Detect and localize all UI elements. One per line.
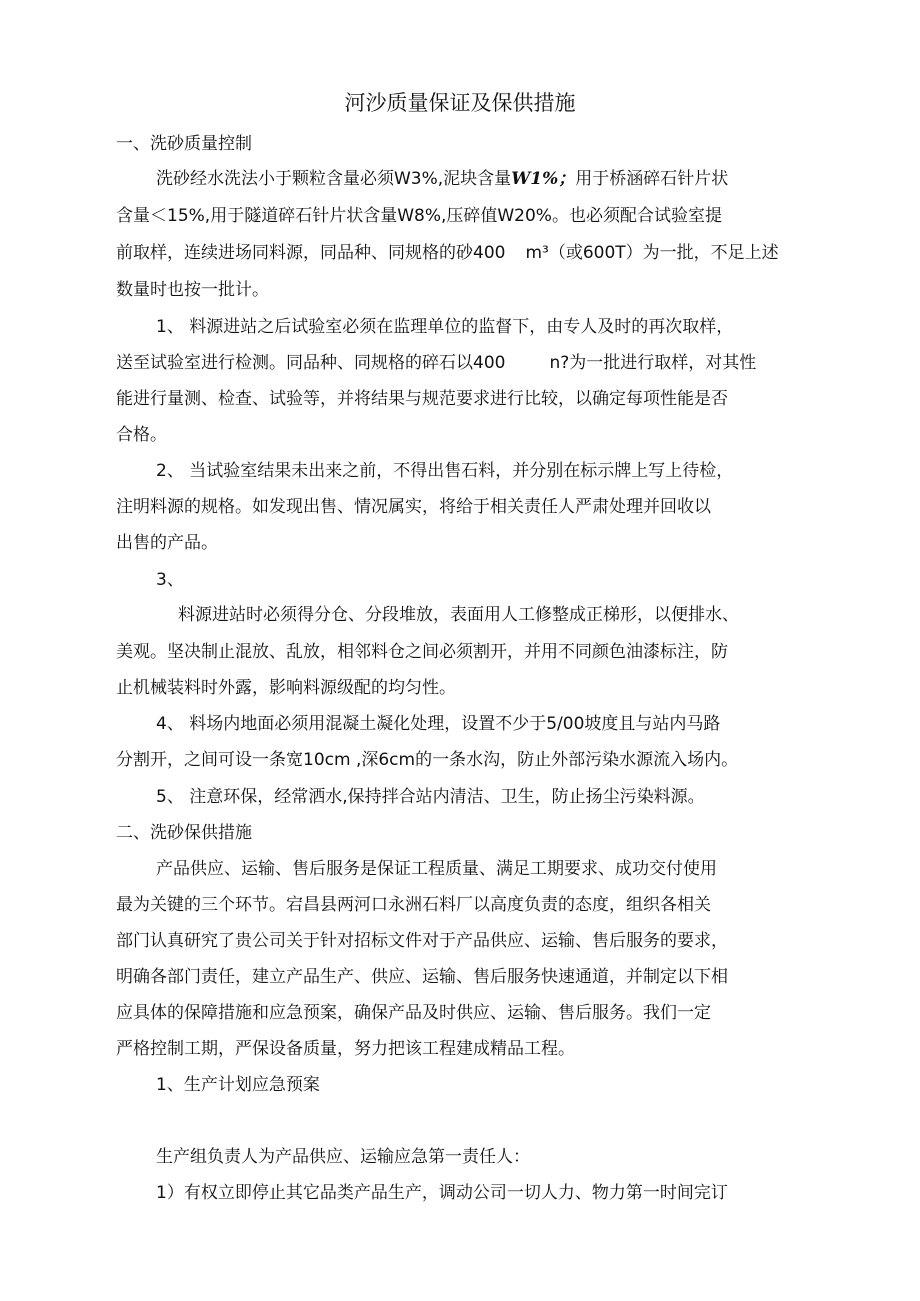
paragraph-line: 应具体的保障措施和应急预案，确保产品及时供应、运输、售后服务。我们一定 bbox=[116, 1003, 711, 1023]
paragraph-line: 分割开，之间可设一条宽10cm ,深6cm的一条水沟，防止外部污染水源流入场内。 bbox=[116, 750, 739, 770]
paragraph-line: 止机械装料时外露，影响料源级配的均匀性。 bbox=[116, 678, 456, 698]
emphasis-span: W1%； bbox=[511, 169, 576, 189]
list-item-4: 4、 料场内地面必须用混凝土凝化处理，设置不少于5/00坡度且与站内马路 bbox=[156, 714, 721, 734]
list-item-3-number: 3、 bbox=[156, 570, 184, 590]
list-item-1: 1、 料源进站之后试验室必须在监理单位的监督下，由专人及时的再次取样， bbox=[156, 317, 734, 337]
text-span: 洗砂经水洗法小于颗粒含量必须W3%,泥块含量 bbox=[156, 169, 512, 189]
paragraph-line bbox=[116, 242, 779, 264]
section-heading-1: 一、洗砂质量控制 bbox=[116, 134, 252, 154]
text-span: 前取样，连续进场同料源，同品种、同规格的砂400 bbox=[116, 243, 506, 263]
paragraph-line: 注明料源的规格。如发现出售、情况属实，将给于相关责任人严肃处理并回收以 bbox=[116, 497, 711, 517]
paragraph-line: 能进行量测、检查、试验等，并将结果与规范要求进行比较，以确定每项性能是否 bbox=[116, 389, 728, 409]
list-item-5: 5、 注意环保，经常洒水,保持拌合站内清洁、卫生，防止扬尘污染料源。 bbox=[156, 787, 705, 807]
paragraph-line: 美观。坚决制止混放、乱放，相邻料仓之间必须割开，并用不同颜色油漆标注，防 bbox=[116, 642, 728, 662]
text-span: 用于桥涵碎石针片状 bbox=[575, 169, 729, 189]
paragraph-line: 严格控制工期，严保设备质量，努力把该工程建成精品工程。 bbox=[116, 1039, 575, 1059]
list-item-2: 2、 当试验室结果未出来之前，不得出售石料，并分别在标示牌上写上待检， bbox=[156, 461, 734, 481]
paragraph-line: 部门认真研究了贵公司关于针对招标文件对于产品供应、运输、售后服务的要求， bbox=[116, 931, 728, 951]
paragraph-line bbox=[156, 168, 728, 190]
document-title: 河沙质量保证及保供措施 bbox=[344, 91, 576, 115]
text-span: m³（或600T）为一批，不足上述 bbox=[525, 243, 779, 263]
paragraph-line: 1）有权立即停止其它品类产品生产，调动公司一切人力、物力第一时间完订 bbox=[156, 1183, 728, 1203]
paragraph-line: 最为关键的三个环节。宕昌县两河口永洲石料厂以高度负责的态度，组织各相关 bbox=[116, 895, 711, 915]
section-heading-2: 二、洗砂保供措施 bbox=[116, 823, 252, 843]
paragraph-line bbox=[116, 352, 756, 374]
list-item-3: 料源进站时必须得分仓、分段堆放，表面用人工修整成正梯形，以便排水、 bbox=[178, 605, 739, 625]
paragraph-line: 产品供应、运输、售后服务是保证工程质量、满足工期要求、成功交付使用 bbox=[156, 859, 717, 879]
subsection-heading: 1、生产计划应急预案 bbox=[156, 1075, 320, 1095]
paragraph-line: 含量＜15%,用于隧道碎石针片状含量W8%,压碎值W20%。也必须配合试验室提 bbox=[116, 206, 722, 226]
paragraph-line: 明确各部门责任，建立产品生产、供应、运输、售后服务快速通道，并制定以下相 bbox=[116, 967, 728, 987]
text-span: n?为一批进行取样，对其性 bbox=[549, 353, 757, 373]
paragraph-line: 合格。 bbox=[116, 425, 167, 445]
paragraph-line: 出售的产品。 bbox=[116, 533, 218, 553]
paragraph-line: 生产组负责人为产品供应、运输应急第一责任人： bbox=[156, 1147, 530, 1167]
paragraph-line: 数量时也按一批计。 bbox=[116, 280, 269, 300]
text-span: 送至试验室进行检测。同品种、同规格的碎石以400 bbox=[116, 353, 506, 373]
